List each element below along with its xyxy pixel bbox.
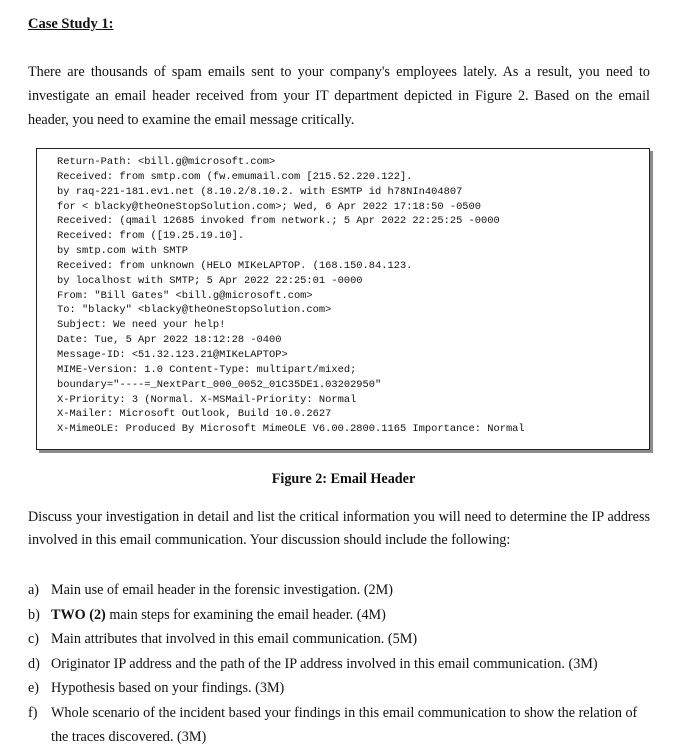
question-label: b) bbox=[28, 606, 40, 623]
email-header-line: X-Priority: 3 (Normal. X-MSMail-Priority: Normal bbox=[57, 393, 357, 406]
question-label: d) bbox=[28, 655, 40, 672]
email-header-line: by raq-221-181.ev1.net (8.10.2/8.10.2. with ESMTP id h78NIn404807 bbox=[57, 185, 463, 198]
email-header-line: Subject: We need your help! bbox=[57, 319, 226, 332]
question-item bbox=[28, 652, 653, 677]
question-item bbox=[28, 701, 653, 750]
email-header-line: Return-Path: <bill.g@microsoft.com> bbox=[57, 156, 276, 168]
question-label: c) bbox=[28, 631, 40, 647]
email-header-line: Received: (qmail 12685 invoked from network.; 5 Apr 2022 22:25:25 -0000 bbox=[57, 215, 500, 228]
question-label: e) bbox=[28, 680, 40, 696]
question-text: Originator IP address and the path of the IP address involved in this email communication. (3M) bbox=[51, 655, 598, 672]
email-header-line: Message-ID: <51.32.123.21@MIKeLAPTOP> bbox=[57, 348, 288, 361]
question-item bbox=[28, 578, 653, 603]
question-list bbox=[28, 578, 653, 750]
discussion-paragraph: Discuss your investigation in detail and list the critical information you will need to determine the IP address involved in this email communication. Your discussion should include the following: bbox=[28, 509, 650, 548]
email-header-line: boundary="----=_NextPart_000_0052_01C35DE1.03202950" bbox=[57, 378, 382, 391]
email-header-line: by smtp.com with SMTP bbox=[57, 245, 188, 258]
email-header-line: Date: Tue, 5 Apr 2022 18:12:28 -0400 bbox=[57, 334, 282, 347]
email-header-line: From: "Bill Gates" <bill.g@microsoft.com> bbox=[57, 289, 313, 302]
question-label: f) bbox=[28, 704, 38, 721]
email-header-line: MIME-Version: 1.0 Content-Type: multipart/mixed; bbox=[57, 363, 357, 376]
question-text: Main use of email header in the forensic investigation. (2M) bbox=[51, 582, 393, 598]
email-header-line: Received: from ([19.25.19.10]. bbox=[57, 230, 245, 243]
email-header-line: Received: from smtp.com (fw.emumail.com [215.52.220.122]. bbox=[57, 170, 413, 183]
intro-paragraph: There are thousands of spam emails sent to your company's employees lately. As a result, you need to investigate an email header received from your IT department depicted in Figure 2. Based on the email header, you need to examine the email message critically. bbox=[28, 64, 650, 128]
question-item bbox=[28, 627, 653, 652]
email-header-line: X-MimeOLE: Produced By Microsoft MimeOLE V6.00.2800.1165 Importance: Normal bbox=[57, 423, 525, 436]
email-header-line: Received: from unknown (HELO MIKeLAPTOP. (168.150.84.123. bbox=[57, 259, 413, 272]
figure-caption: Figure 2: Email Header bbox=[271, 471, 416, 487]
email-header-line: X-Mailer: Microsoft Outlook, Build 10.0.2627 bbox=[57, 408, 332, 421]
question-text: Whole scenario of the incident based your findings in this email communication to show the relation of the traces discovered. (3M) bbox=[51, 704, 638, 745]
email-header-line: by localhost with SMTP; 5 Apr 2022 22:25:01 -0000 bbox=[57, 274, 363, 287]
question-emphasis: TWO (2) bbox=[51, 606, 106, 623]
email-header-box bbox=[36, 148, 650, 450]
question-label: a) bbox=[28, 582, 40, 598]
question-item bbox=[28, 603, 653, 628]
question-text: main steps for examining the email header. (4M) bbox=[105, 606, 386, 623]
question-item bbox=[28, 676, 653, 701]
question-text: Hypothesis based on your findings. (3M) bbox=[51, 680, 285, 696]
case-study-title: Case Study 1: bbox=[28, 16, 114, 32]
email-header-line: To: "blacky" <blacky@theOneStopSolution.com> bbox=[57, 304, 332, 317]
question-text: Main attributes that involved in this email communication. (5M) bbox=[51, 631, 418, 647]
email-header-line: for < blacky@theOneStopSolution.com>; Wed, 6 Apr 2022 17:18:50 -0500 bbox=[57, 200, 482, 213]
